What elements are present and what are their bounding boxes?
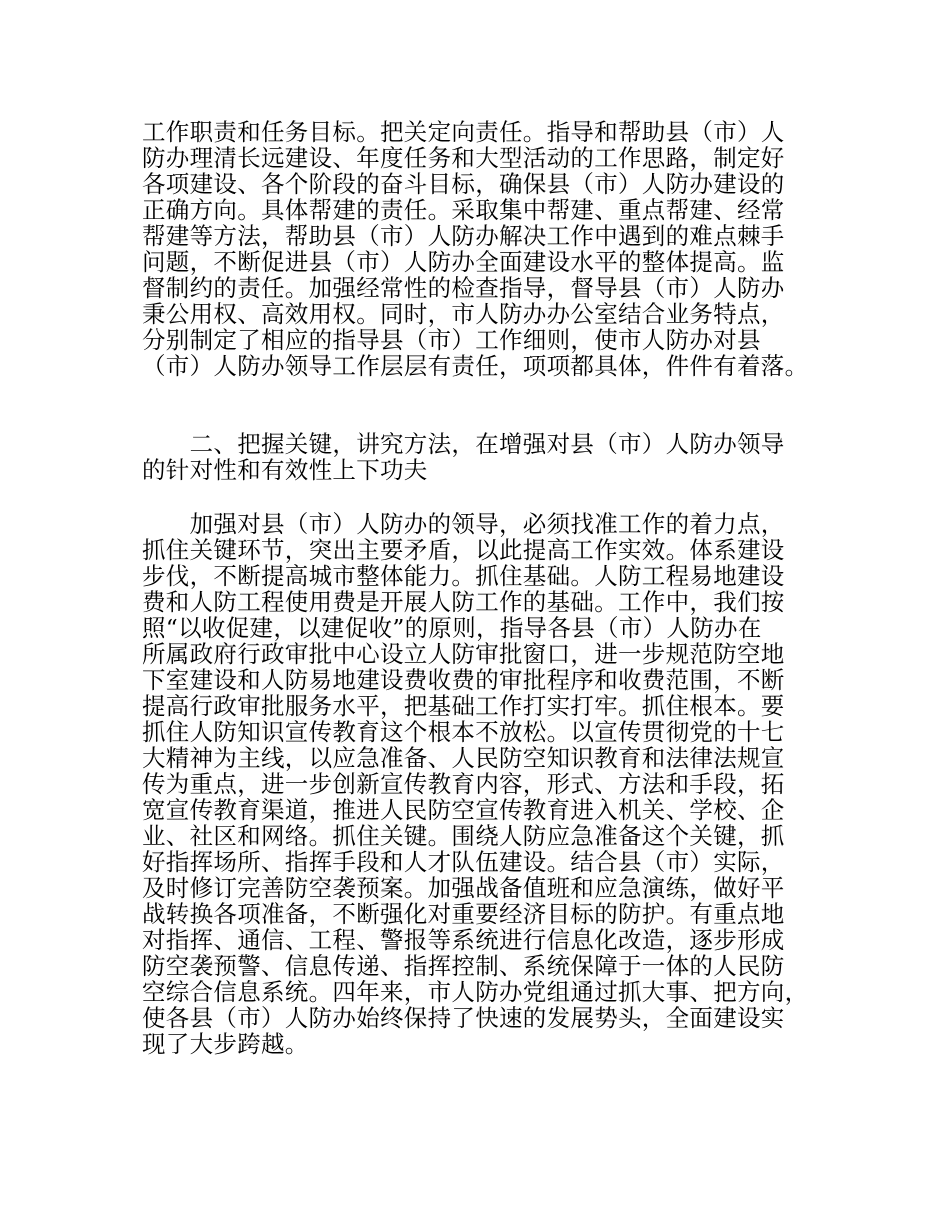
text-line: 步伐，不断提高城市整体能力。抓住基础。人防工程易地建设: [142, 562, 785, 590]
text-line: 使各县（市）人防办始终保持了快速的发展势头，全面建设实: [142, 1004, 785, 1032]
text-line: 宽宣传教育渠道，推进人民防空宣传教育进入机关、学校、企: [142, 796, 785, 824]
heading-line: 的针对性和有效性上下功夫: [142, 456, 428, 484]
text-line: 所属政府行政审批中心设立人防审批窗口，进一步规范防空地: [142, 640, 785, 668]
heading-line: 二、把握关键，讲究方法，在增强对县（市）人防办领导: [142, 430, 785, 458]
text-line: 防办理清长远建设、年度任务和大型活动的工作思路，制定好: [142, 144, 785, 172]
text-line: 好指挥场所、指挥手段和人才队伍建设。结合县（市）实际，: [142, 848, 785, 876]
text-line: 正确方向。具体帮建的责任。采取集中帮建、重点帮建、经常: [142, 196, 785, 224]
text-line: 大精神为主线，以应急准备、人民防空知识教育和法律法规宣: [142, 744, 785, 772]
text-line: 防空袭预警、信息传递、指挥控制、系统保障于一体的人民防: [142, 952, 785, 980]
text-line: 分别制定了相应的指导县（市）工作细则，使市人防办对县: [142, 326, 761, 354]
text-line: 工作职责和任务目标。把关定向责任。指导和帮助县（市）人: [142, 118, 785, 146]
text-line: 提高行政审批服务水平，把基础工作打实打牢。抓住根本。要: [142, 692, 785, 720]
text-line: 问题，不断促进县（市）人防办全面建设水平的整体提高。监: [142, 248, 785, 276]
text-line: 及时修订完善防空袭预案。加强战备值班和应急演练，做好平: [142, 874, 785, 902]
text-line: 业、社区和网络。抓住关键。围绕人防应急准备这个关键，抓: [142, 822, 785, 850]
text-line: （市）人防办领导工作层层有责任，项项都具体，件件有着落。: [142, 352, 809, 380]
text-line: 帮建等方法，帮助县（市）人防办解决工作中遇到的难点棘手: [142, 222, 785, 250]
text-line: 传为重点，进一步创新宣传教育内容，形式、方法和手段，拓: [142, 770, 785, 798]
text-line: 对指挥、通信、工程、警报等系统进行信息化改造，逐步形成: [142, 926, 785, 954]
text-line: 战转换各项准备，不断强化对重要经济目标的防护。有重点地: [142, 900, 785, 928]
text-line: 抓住关键环节，突出主要矛盾，以此提高工作实效。体系建设: [142, 536, 785, 564]
text-line: 空综合信息系统。四年来，市人防办党组通过抓大事、把方向，: [142, 978, 809, 1006]
text-line: 抓住人防知识宣传教育这个根本不放松。以宣传贯彻党的十七: [142, 718, 785, 746]
text-line: 下室建设和人防易地建设费收费的审批程序和收费范围，不断: [142, 666, 785, 694]
text-line: 加强对县（市）人防办的领导，必须找准工作的着力点，: [142, 510, 785, 538]
text-line: 督制约的责任。加强经常性的检查指导，督导县（市）人防办: [142, 274, 785, 302]
text-line: 现了大步跨越。: [142, 1030, 309, 1058]
text-line: 费和人防工程使用费是开展人防工作的基础。工作中，我们按: [142, 588, 785, 616]
text-line: 各项建设、各个阶段的奋斗目标，确保县（市）人防办建设的: [142, 170, 785, 198]
text-line: 秉公用权、高效用权。同时，市人防办办公室结合业务特点，: [142, 300, 785, 328]
text-line: 照“以收促建，以建促收”的原则，指导各县（市）人防办在: [142, 614, 762, 642]
